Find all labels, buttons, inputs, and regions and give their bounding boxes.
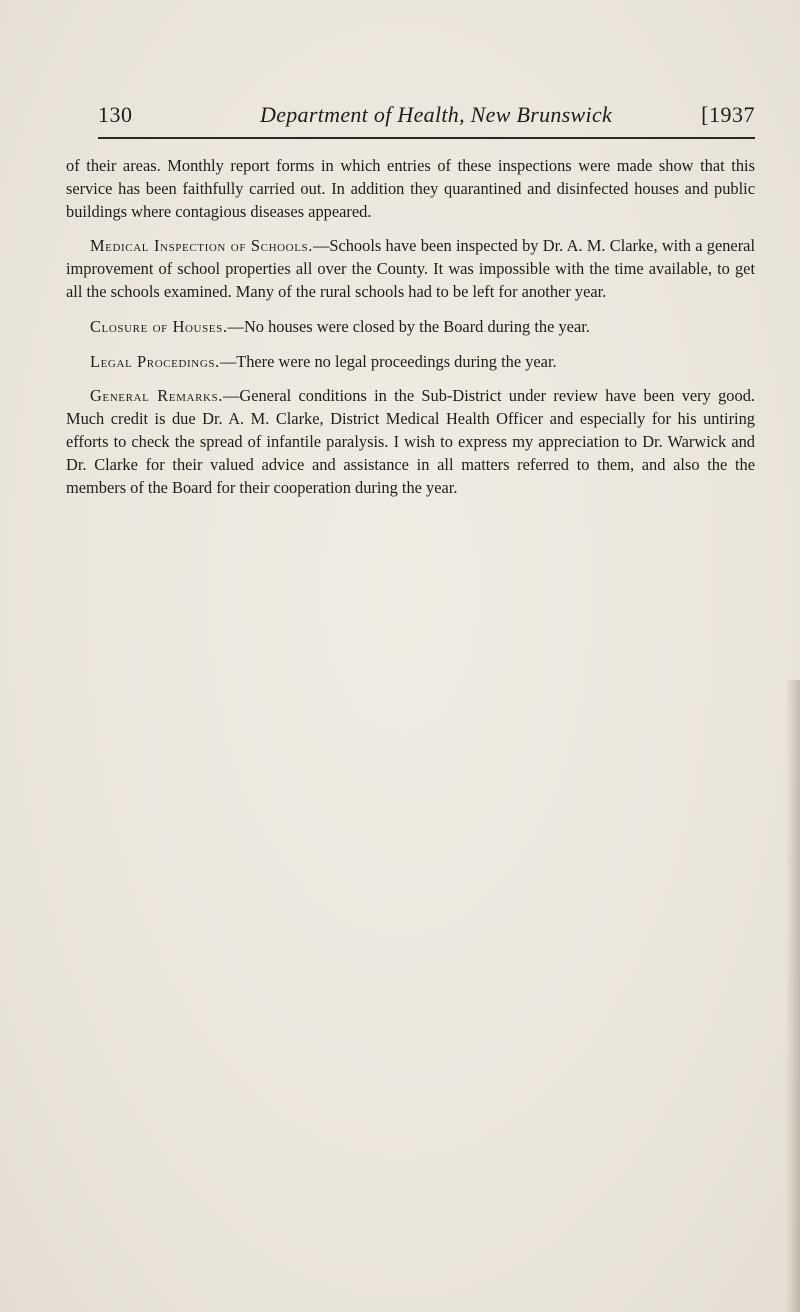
paragraph-medical-inspection (66, 235, 755, 303)
page-edge-shadow (786, 680, 800, 1312)
section-heading: Medical Inspection of Schools. (90, 236, 313, 256)
paragraph-legal-procedings (66, 351, 755, 374)
paragraph-closure-of-houses (66, 316, 755, 339)
running-header (98, 98, 755, 138)
paragraph-text: —General conditions in the Sub-District under review have been very good. Much credit is due Dr. A. M. Clarke, District Medical Health Officer and especially for his untiring efforts to check the spread of infantile paralysis. I wish to express my appreciation to Dr. Warwick and Dr. Clarke for their valued advice and assistance in all matters referred to them, and also the the members of the Board for their cooperation during the year. (66, 386, 755, 497)
header-year: [1937 (701, 102, 755, 127)
paragraph-text: —There were no legal proceedings during the year. (219, 351, 557, 371)
section-heading: Closure of Houses. (90, 316, 228, 336)
paragraph-continuation (66, 155, 755, 223)
paragraph-general-remarks (66, 385, 755, 499)
section-heading: General Remarks. (90, 386, 223, 406)
paragraph-text: —No houses were closed by the Board during the year. (227, 316, 590, 336)
body-text (66, 155, 755, 511)
section-heading: Legal Procedings. (90, 351, 220, 371)
header-rule (98, 137, 755, 139)
paragraph-text: —Schools have been inspected by Dr. A. M. Clarke, with a general improvement of school properties all over the County. It was impossible with the time available, to get all the schools examined. Many of the rural schools had to be left for another year. (66, 236, 755, 301)
running-title: Department of Health, New Brunswick (260, 102, 613, 127)
paragraph-text: of their areas. Monthly report forms in which entries of these inspections were made show that this service has been faithfully carried out. In addition they quarantined and disinfected houses and public buildings where contagious diseases appeared. (66, 156, 755, 221)
page-number: 130 (98, 102, 133, 127)
